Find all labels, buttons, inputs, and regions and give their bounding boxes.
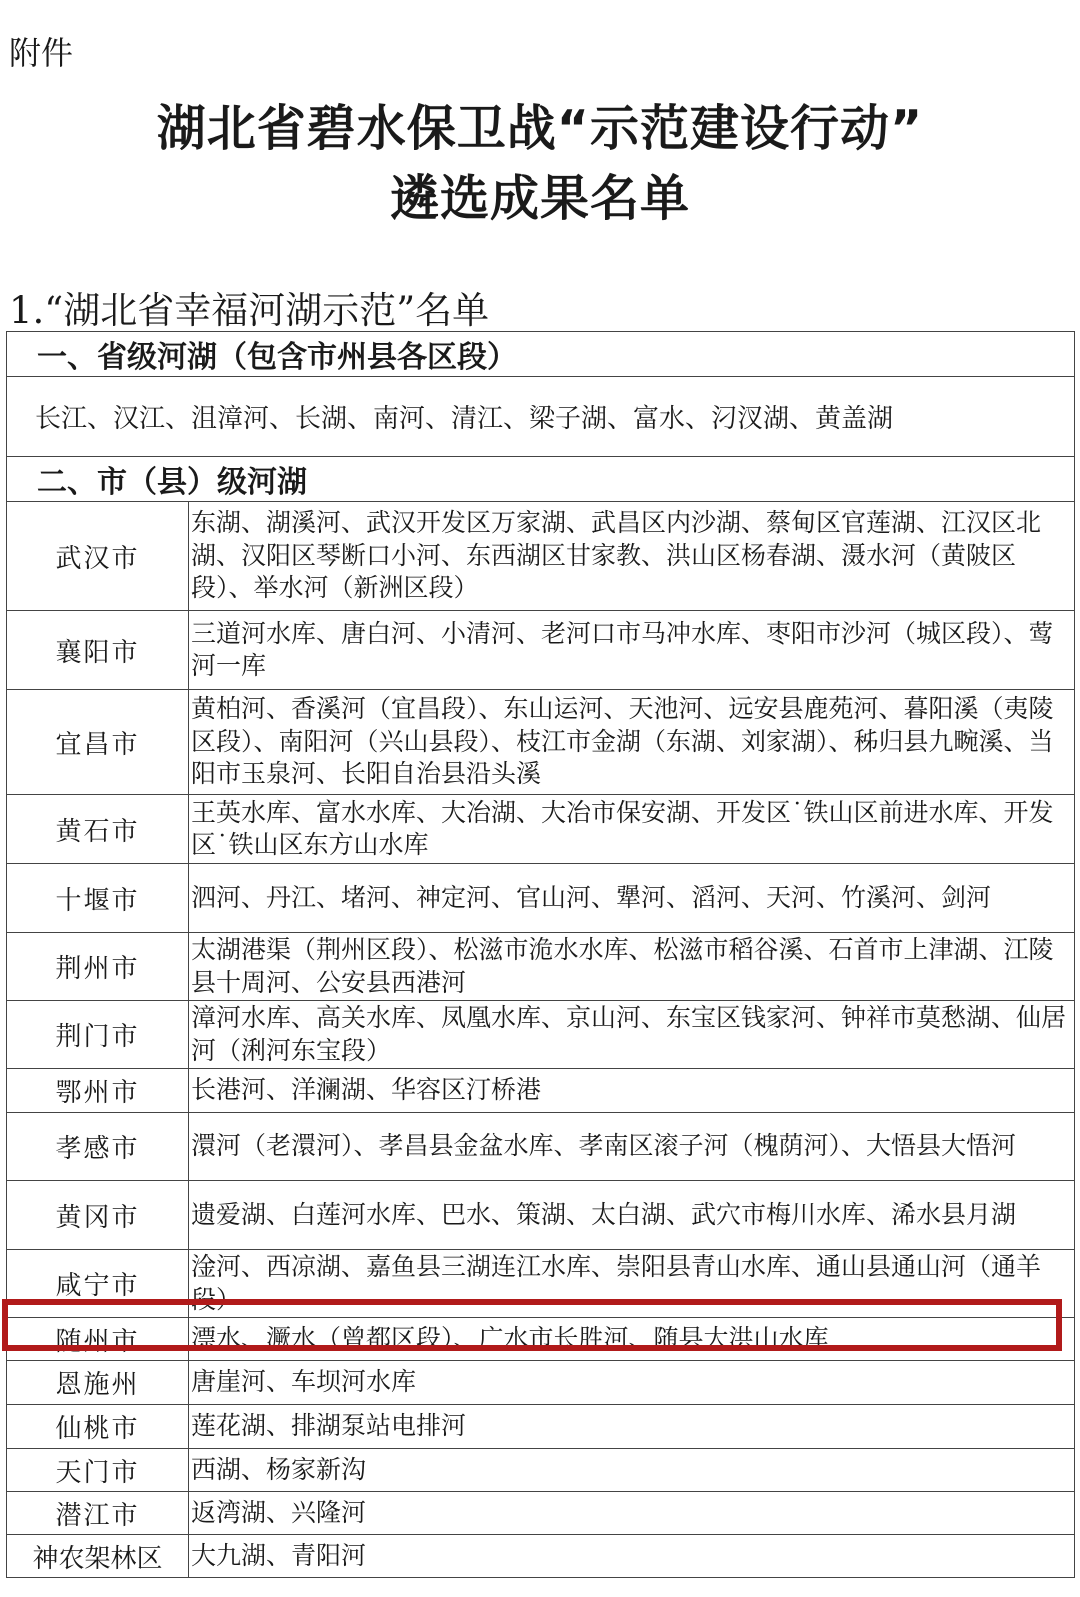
provincial-heading: 一、省级河湖（包含市州县各区段） <box>7 332 1075 377</box>
city-name: 武汉市 <box>7 502 189 611</box>
river-lake-list: 漂水、㵐水（曾都区段）、广水市长胜河、随县大洪山水库 <box>189 1318 1075 1361</box>
table-row <box>7 611 1075 690</box>
section-heading: 1.“湖北省幸福河湖示范”名单 <box>9 289 490 332</box>
attachment-label: 附件 <box>9 34 74 72</box>
city-name: 鄂州市 <box>7 1069 189 1113</box>
document-title-line1: 湖北省碧水保卫战“示范建设行动” <box>156 100 924 157</box>
river-lake-list: 西湖、杨家新沟 <box>189 1449 1075 1492</box>
table-row <box>7 1001 1075 1069</box>
river-lake-list: 唐崖河、车坝河水库 <box>189 1361 1075 1405</box>
table-row <box>7 690 1075 795</box>
highlight-box <box>2 1299 1062 1351</box>
city-heading-row <box>7 457 1075 502</box>
table-row <box>7 1113 1075 1181</box>
table-row <box>7 933 1075 1001</box>
table-row <box>7 1405 1075 1449</box>
river-lake-list: 大九湖、青阳河 <box>189 1535 1075 1578</box>
river-lake-table <box>6 331 1075 1578</box>
provincial-list-row <box>7 377 1075 457</box>
table-row <box>7 1492 1075 1535</box>
city-name: 恩施州 <box>7 1361 189 1405</box>
river-lake-list: 东湖、湖溪河、武汉开发区万家湖、武昌区内沙湖、蔡甸区官莲湖、江汉区北湖、汉阳区琴断口小河、东西湖区甘家教、洪山区杨春湖、滠水河（黄陂区段）、举水河（新洲区段） <box>189 502 1075 611</box>
table-row <box>7 864 1075 933</box>
river-lake-list: 澴河（老澴河）、孝昌县金盆水库、孝南区滚子河（槐荫河）、大悟县大悟河 <box>189 1113 1075 1181</box>
city-name: 荆门市 <box>7 1001 189 1069</box>
river-lake-list: 莲花湖、排湖泵站电排河 <box>189 1405 1075 1449</box>
city-name: 神农架林区 <box>7 1535 189 1578</box>
provincial-list: 长江、汉江、沮漳河、长湖、南河、清江、梁子湖、富水、汈汊湖、黄盖湖 <box>7 377 1075 457</box>
city-name: 十堰市 <box>7 864 189 933</box>
table-row <box>7 1181 1075 1250</box>
city-name: 黄石市 <box>7 795 189 864</box>
document-title-line2: 遴选成果名单 <box>389 170 690 227</box>
river-lake-list: 漳河水库、高关水库、凤凰水库、京山河、东宝区钱家河、钟祥市莫愁湖、仙居河（浰河东宝段） <box>189 1001 1075 1069</box>
city-name: 潜江市 <box>7 1492 189 1535</box>
table-row <box>7 1069 1075 1113</box>
table-row <box>7 795 1075 864</box>
river-lake-list: 三道河水库、唐白河、小清河、老河口市马冲水库、枣阳市沙河（城区段）、莺河一库 <box>189 611 1075 690</box>
river-lake-list: 长港河、洋澜湖、华容区汀桥港 <box>189 1069 1075 1113</box>
table-row <box>7 1361 1075 1405</box>
city-heading: 二、市（县）级河湖 <box>7 457 1075 502</box>
river-lake-list: 黄柏河、香溪河（宜昌段）、东山运河、天池河、远安县鹿苑河、暮阳溪（夷陵区段）、南阳河（兴山县段）、枝江市金湖（东湖、刘家湖）、秭归县九畹溪、当阳市玉泉河、长阳自治县沿头溪 <box>189 690 1075 795</box>
city-name: 襄阳市 <box>7 611 189 690</box>
table-row <box>7 1449 1075 1492</box>
river-lake-list: 淦河、西凉湖、嘉鱼县三湖连江水库、崇阳县青山水库、通山县通山河（通羊段） <box>189 1250 1075 1318</box>
city-name: 仙桃市 <box>7 1405 189 1449</box>
river-lake-list: 泗河、丹江、堵河、神定河、官山河、犟河、滔河、天河、竹溪河、剑河 <box>189 864 1075 933</box>
river-lake-list: 太湖港渠（荆州区段）、松滋市洈水水库、松滋市稻谷溪、石首市上津湖、江陵县十周河、公安县西港河 <box>189 933 1075 1001</box>
table-row <box>7 502 1075 611</box>
city-name: 荆州市 <box>7 933 189 1001</box>
river-lake-list: 王英水库、富水水库、大冶湖、大冶市保安湖、开发区˙铁山区前进水库、开发区˙铁山区东方山水库 <box>189 795 1075 864</box>
city-name: 宜昌市 <box>7 690 189 795</box>
river-lake-list: 遗爱湖、白莲河水库、巴水、策湖、太白湖、武穴市梅川水库、浠水县月湖 <box>189 1181 1075 1250</box>
table-row <box>7 1535 1075 1578</box>
city-name: 随州市 <box>7 1318 189 1361</box>
city-name: 天门市 <box>7 1449 189 1492</box>
river-lake-list: 返湾湖、兴隆河 <box>189 1492 1075 1535</box>
city-name: 咸宁市 <box>7 1250 189 1318</box>
city-name: 孝感市 <box>7 1113 189 1181</box>
provincial-heading-row <box>7 332 1075 377</box>
city-name: 黄冈市 <box>7 1181 189 1250</box>
